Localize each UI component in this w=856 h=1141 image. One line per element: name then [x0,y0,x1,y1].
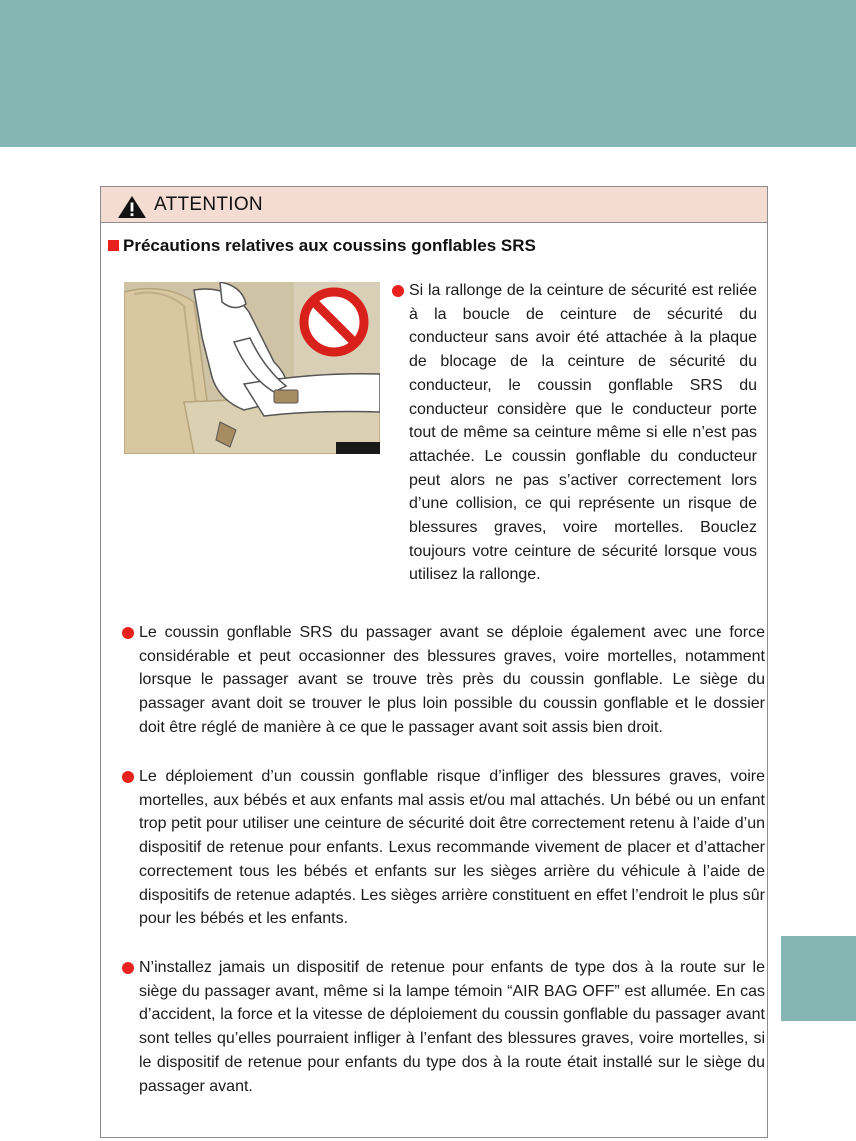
warning-triangle-icon [117,195,147,219]
section-heading [108,236,536,256]
warning-box [100,186,768,1138]
chapter-header-band [0,0,856,147]
section-title: Précautions relatives aux coussins gonflables SRS [123,236,536,255]
prohibition-icon [304,292,364,352]
red-bullet-icon [392,285,404,297]
seatbelt-illustration [124,282,380,454]
red-bullet-icon [122,962,134,974]
bullet-paragraph-3 [139,765,765,931]
paragraph-text: Le déploiement d’un coussin gonflable risque d’infliger des blessures graves, voire mortelles, aux bébés et aux enfants mal assis et/ou mal attachés. Un bébé ou un enfant trop petit pour utiliser une ceinture de sécurité doit être correctement retenu à l’aide d’un dispositif de retenue pour enfants. Lexus recommande vivement de placer et d’attacher correctement tous les bébés et enfants sur les sièges arrière du véhicule à l’aide de dispositifs de retenue adaptés. Les sièges arrière constituent en effet l’endroit le plus sûr pour les bébés et les enfants. [139,768,765,928]
paragraph-text: N’installez jamais un dispositif de retenue pour enfants de type dos à la route sur le siège du passager avant, même si la lampe témoin “AIR BAG OFF” est allumée. En cas d’accident, la force et la vitesse de déploiement du coussin gonflable du passager avant sont telles qu’elles pourraient infliger à l’enfant des blessures graves, voire mortelles, si le dispositif de retenue pour enfants du type dos à la route était installé sur le siège du passager avant. [139,959,765,1095]
warning-header [101,187,767,223]
paragraph-text: Le coussin gonflable SRS du passager avant se déploie également avec une force considérable et peut occasionner des blessures graves, voire mortelles, notamment lorsque le passager avant se trouve très près du coussin gonflable. Le siège du passager avant doit se trouver le plus loin possible du coussin gonflable et le dossier doit être réglé de manière à ce que le passager avant soit assis bien droit. [139,624,765,736]
bullet-paragraph-4 [139,956,765,1098]
chapter-side-tab [781,936,856,1021]
warning-title: ATTENTION [154,194,263,215]
red-bullet-icon [122,627,134,639]
red-square-marker [108,240,119,251]
red-bullet-icon [122,771,134,783]
bullet-paragraph-1 [409,279,757,587]
paragraph-text: Si la rallonge de la ceinture de sécurité est reliée à la boucle de ceinture de sécurité du conducteur sans avoir été attachée à la plaque de blocage de la ceinture de sécurité du conducteur, le coussin gonflable SRS du conducteur considère que le conducteur porte tout de même sa ceinture même si elle n’est pas attachée. Le coussin gonflable du conducteur peut alors ne pas s’activer correctement lors d’une collision, ce qui représente un risque de blessures graves, voire mortelles. Bouclez toujours votre ceinture de sécurité lorsque vous utilisez la rallonge. [409,282,757,584]
bullet-paragraph-2 [139,621,765,740]
